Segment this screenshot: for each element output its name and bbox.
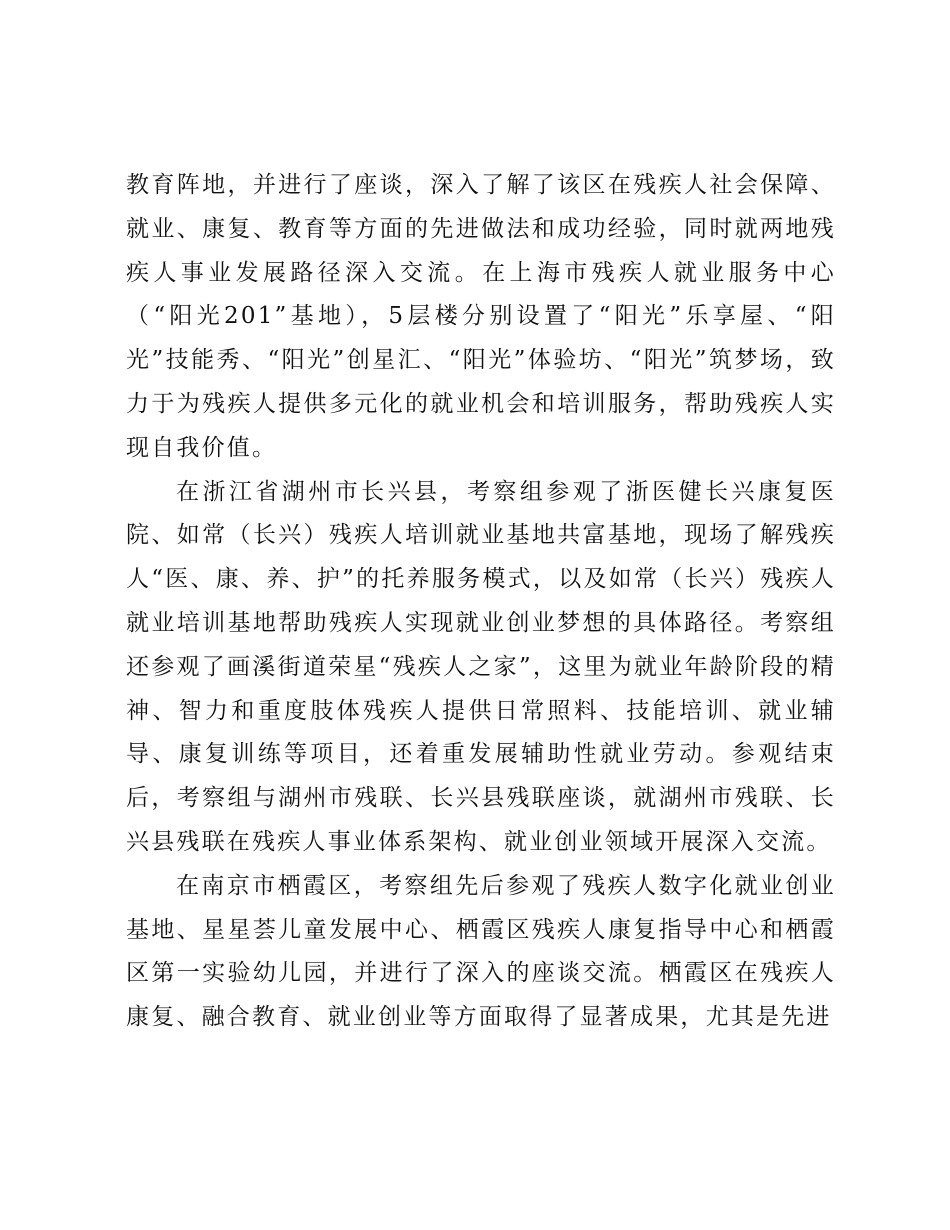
document-page [126, 164, 836, 1040]
paragraph-2: 在浙江省湖州市长兴县，考察组参观了浙医健长兴康复医院、如常（长兴）残疾人培训就业基地共富基地，现场了解残疾人“医、康、养、护”的托养服务模式，以及如常（长兴）残疾人就业培训基地帮助残疾人实现就业创业梦想的具体路径。考察组还参观了画溪街道荣星“残疾人之家”，这里为就业年龄阶段的精神、智力和重度肢体残疾人提供日常照料、技能培训、就业辅导、康复训练等项目，还着重发展辅助性就业劳动。参观结束后，考察组与湖州市残联、长兴县残联座谈，就湖州市残联、长兴县残联在残疾人事业体系架构、就业创业领域开展深入交流。 [126, 478, 836, 855]
paragraph-1: 教育阵地，并进行了座谈，深入了解了该区在残疾人社会保障、就业、康复、教育等方面的先进做法和成功经验，同时就两地残疾人事业发展路径深入交流。在上海市残疾人就业服务中心（“阳光201”基地），5层楼分别设置了“阳光”乐享屋、“阳光”技能秀、“阳光”创星汇、“阳光”体验坊、“阳光”筑梦场，致力于为残疾人提供多元化的就业机会和培训服务，帮助残疾人实现自我价值。 [126, 172, 836, 461]
paragraph-3: 在南京市栖霞区，考察组先后参观了残疾人数字化就业创业基地、星星荟儿童发展中心、栖霞区残疾人康复指导中心和栖霞区第一实验幼儿园，并进行了深入的座谈交流。栖霞区在残疾人康复、融合教育、就业创业等方面取得了显著成果，尤其是先进 [126, 872, 836, 1031]
